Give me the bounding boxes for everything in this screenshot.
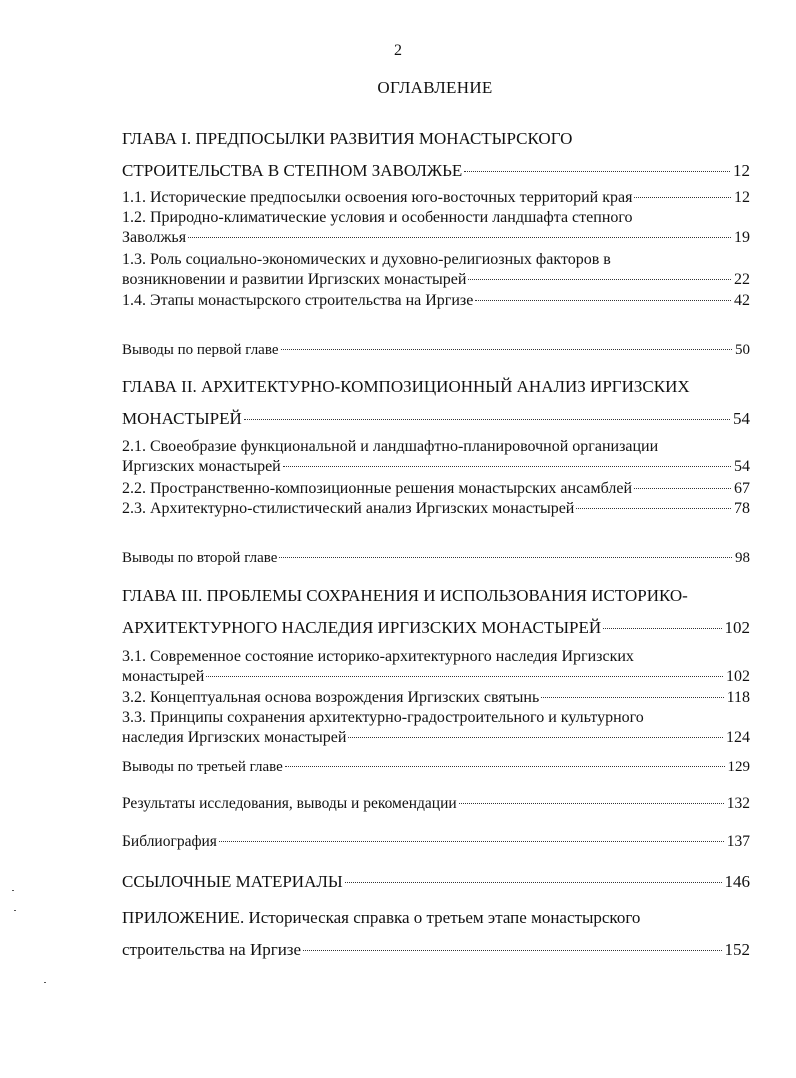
toc-section-3-1-title-line2: монастырей	[122, 668, 205, 685]
toc-bibliography[interactable]	[122, 832, 750, 852]
page-title: ОГЛАВЛЕНИЕ	[377, 78, 493, 97]
dot-leader	[303, 950, 721, 951]
scan-speck	[12, 890, 14, 891]
toc-section-2-2-title: 2.2. Пространственно-композиционные решения монастырских ансамблей	[122, 480, 632, 497]
toc-page-number: 50	[735, 342, 750, 358]
toc-section-3-3-title-line2: наследия Иргизских монастырей	[122, 729, 347, 746]
toc-section-2-1[interactable]	[122, 437, 750, 477]
toc-section-1-3[interactable]	[122, 250, 750, 290]
toc-page-number: 54	[733, 409, 750, 428]
toc-summary-chapter-2-title: Выводы по второй главе	[122, 550, 278, 566]
toc-reference-materials-title: ССЫЛОЧНЫЕ МАТЕРИАЛЫ	[122, 872, 343, 891]
toc-reference-materials[interactable]	[122, 866, 750, 898]
toc-chapter-2-title-line2: МОНАСТЫРЕЙ	[122, 409, 242, 428]
toc-results[interactable]	[122, 794, 750, 814]
dot-leader	[634, 488, 731, 489]
toc-summary-chapter-1[interactable]	[122, 340, 750, 360]
dot-leader	[281, 349, 733, 350]
toc-chapter-2[interactable]	[122, 371, 750, 435]
dot-leader	[283, 466, 731, 467]
dot-leader	[464, 171, 730, 172]
dot-leader	[603, 628, 721, 629]
toc-page-number: 132	[726, 795, 750, 812]
toc-chapter-3-title-line1: ГЛАВА III. ПРОБЛЕМЫ СОХРАНЕНИЯ И ИСПОЛЬЗОВАНИЯ ИСТОРИКО-	[122, 586, 688, 605]
toc-section-1-2-title-line2: Заволжья	[122, 229, 187, 246]
toc-results-title: Результаты исследования, выводы и рекомендации	[122, 795, 457, 812]
toc-chapter-2-title-line1: ГЛАВА II. АРХИТЕКТУРНО-КОМПОЗИЦИОННЫЙ АНАЛИЗ ИРГИЗСКИХ	[122, 377, 690, 396]
page-number: 2	[394, 42, 402, 59]
toc-chapter-3[interactable]	[122, 580, 750, 644]
toc-section-3-1-title-line1: 3.1. Современное состояние историко-архитектурного наследия Иргизских	[122, 648, 634, 665]
toc-section-1-4[interactable]	[122, 291, 750, 311]
toc-page-number: 42	[734, 292, 750, 309]
toc-page-number: 22	[734, 271, 750, 288]
toc-section-3-3-title-line1: 3.3. Принципы сохранения архитектурно-градостроительного и культурного	[122, 709, 644, 726]
dot-leader	[206, 676, 723, 677]
toc-section-3-1[interactable]	[122, 647, 750, 687]
toc-page-number: 102	[724, 618, 750, 637]
toc-section-1-1[interactable]	[122, 188, 750, 208]
dot-leader	[345, 882, 722, 883]
toc-summary-chapter-1-title: Выводы по первой главе	[122, 342, 279, 358]
toc-page-number: 129	[727, 759, 750, 775]
toc-appendix[interactable]	[122, 902, 750, 966]
toc-page-number: 54	[734, 458, 750, 475]
toc-page-number: 152	[724, 940, 750, 959]
toc-summary-chapter-3-title: Выводы по третьей главе	[122, 759, 283, 775]
toc-section-1-1-title: 1.1. Исторические предпосылки освоения юго-восточных территорий края	[122, 189, 633, 206]
toc-summary-chapter-3[interactable]	[122, 757, 750, 777]
toc-page-number: 98	[735, 550, 750, 566]
dot-leader	[634, 197, 731, 198]
toc-section-1-3-title-line1: 1.3. Роль социально-экономических и духовно-религиозных факторов в	[122, 251, 611, 268]
toc-summary-chapter-2[interactable]	[122, 548, 750, 568]
dot-leader	[459, 803, 724, 804]
dot-leader	[285, 766, 725, 767]
toc-section-2-3-title: 2.3. Архитектурно-стилистический анализ Иргизских монастырей	[122, 500, 575, 517]
toc-section-2-1-title-line2: Иргизских монастырей	[122, 458, 281, 475]
toc-chapter-1-title-line1: ГЛАВА I. ПРЕДПОСЫЛКИ РАЗВИТИЯ МОНАСТЫРСКОГО	[122, 129, 573, 148]
toc-appendix-title-line2: строительства на Иргизе	[122, 940, 302, 959]
toc-page-number: 137	[726, 833, 750, 850]
dot-leader	[244, 419, 730, 420]
toc-page-number: 124	[726, 729, 750, 746]
dot-leader	[279, 557, 732, 558]
toc-page-number: 12	[733, 161, 750, 180]
toc-bibliography-title: Библиография	[122, 833, 217, 850]
toc-section-2-2[interactable]	[122, 479, 750, 499]
dot-leader	[468, 279, 731, 280]
dot-leader	[576, 508, 731, 509]
toc-page-number: 67	[734, 480, 750, 497]
toc-chapter-3-title-line2: АРХИТЕКТУРНОГО НАСЛЕДИЯ ИРГИЗСКИХ МОНАСТЫРЕЙ	[122, 618, 602, 637]
scan-speck	[14, 910, 16, 911]
toc-section-1-4-title: 1.4. Этапы монастырского строительства на Иргизе	[122, 292, 474, 309]
toc-section-2-1-title-line1: 2.1. Своеобразие функциональной и ландшафтно-планировочной организации	[122, 438, 659, 455]
toc-page-number: 146	[724, 872, 750, 891]
dot-leader	[188, 237, 731, 238]
toc-page-number: 102	[726, 668, 750, 685]
toc-section-3-2[interactable]	[122, 688, 750, 708]
dot-leader	[541, 697, 723, 698]
toc-page-number: 78	[734, 500, 750, 517]
dot-leader	[219, 841, 724, 842]
toc-section-1-3-title-line2: возникновении и развитии Иргизских монастырей	[122, 271, 467, 288]
toc-chapter-1-title-line2: СТРОИТЕЛЬСТВА В СТЕПНОМ ЗАВОЛЖЬЕ	[122, 161, 463, 180]
toc-section-2-3[interactable]	[122, 499, 750, 519]
toc-page-number: 19	[734, 229, 750, 246]
scan-speck	[44, 982, 46, 983]
toc-section-3-3[interactable]	[122, 708, 750, 748]
dot-leader	[348, 737, 723, 738]
toc-section-1-2-title-line1: 1.2. Природно-климатические условия и особенности ландшафта степного	[122, 209, 633, 226]
toc-appendix-title-line1: ПРИЛОЖЕНИЕ. Историческая справка о третьем этапе монастырского	[122, 908, 641, 927]
toc-section-1-2[interactable]	[122, 208, 750, 248]
toc-page-number: 118	[726, 689, 750, 706]
toc-chapter-1[interactable]	[122, 123, 750, 187]
toc-section-3-2-title: 3.2. Концептуальная основа возрождения Иргизских святынь	[122, 689, 540, 706]
dot-leader	[475, 300, 731, 301]
toc-page-number: 12	[734, 189, 750, 206]
